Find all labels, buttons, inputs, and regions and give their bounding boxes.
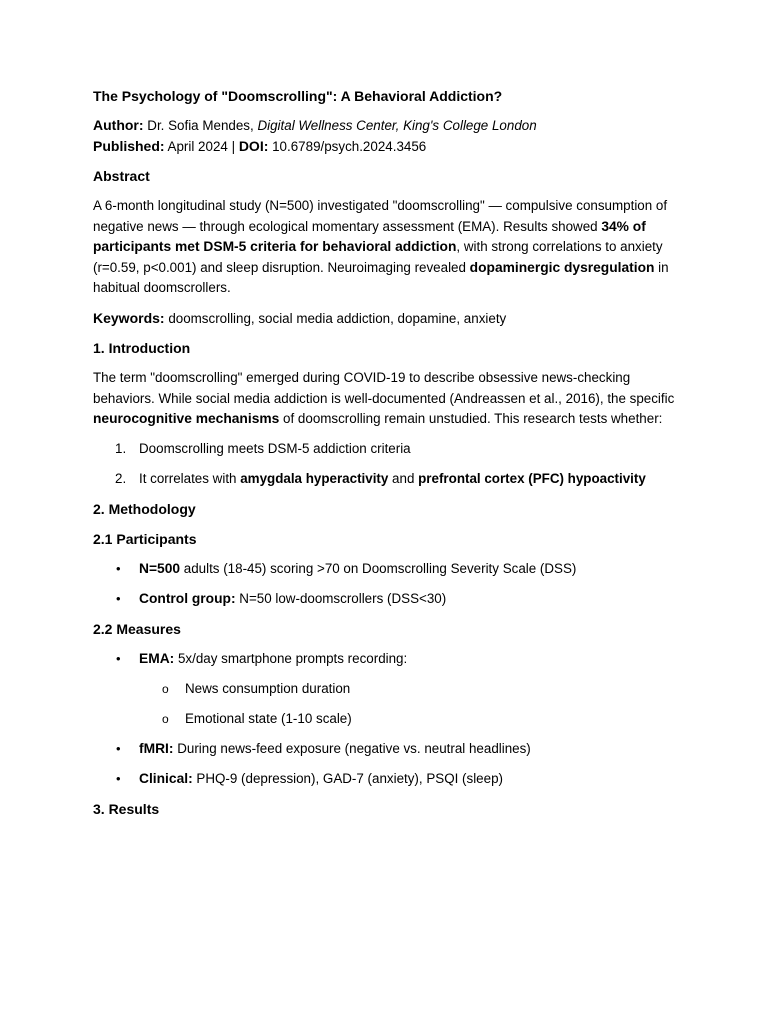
keywords-value: doomscrolling, social media addiction, dopamine, anxiety: [168, 310, 507, 326]
list-item-text: 5x/day smartphone prompts recording:: [174, 650, 408, 666]
abstract-heading: Abstract: [93, 168, 150, 184]
published-label: Published:: [93, 138, 165, 154]
bullet-icon: •: [116, 590, 121, 606]
hypothesis-list: [93, 439, 683, 489]
list-item-bold: fMRI:: [139, 740, 174, 756]
author-label: Author:: [93, 117, 144, 133]
sub-list-item-text: News consumption duration: [185, 680, 351, 696]
doi-label: DOI:: [238, 138, 269, 154]
sub-list-item-text: Emotional state (1-10 scale): [185, 710, 352, 726]
introduction-heading: 1. Introduction: [93, 340, 191, 356]
list-item-bold: prefrontal cortex (PFC) hypoactivity: [418, 470, 646, 486]
list-item: [93, 469, 683, 489]
list-item-bold: amygdala hyperactivity: [240, 470, 389, 486]
list-item: [93, 769, 683, 789]
list-item-text: It correlates with: [139, 470, 241, 486]
author-name: Dr. Sofia Mendes,: [147, 118, 254, 133]
bullet-icon: •: [116, 770, 121, 786]
author-affiliation: Digital Wellness Center, King's College London: [257, 118, 537, 133]
keywords-label: Keywords:: [93, 309, 165, 326]
list-item-bold: Clinical:: [139, 770, 193, 786]
list-item-bold: N=500: [139, 560, 181, 576]
published-date: April 2024: [167, 139, 228, 154]
intro-text-1: The term "doomscrolling" emerged during COVID-19 to describe obsessive news-checking behaviors. While social media addiction is well-documented (Andreassen et al., 2016), the specific: [93, 370, 675, 406]
introduction-paragraph: [93, 368, 683, 430]
bullet-icon: •: [116, 740, 121, 756]
measures-list: [93, 649, 683, 789]
abstract-bold-1: 34% of participants met DSM-5 criteria for behavioral addiction: [93, 218, 646, 254]
list-item: [93, 589, 683, 609]
list-item-text: During news-feed exposure (negative vs. neutral headlines): [173, 740, 531, 756]
abstract-bold-2: dopaminergic dysregulation: [469, 259, 655, 275]
sub-list-item: [139, 709, 683, 729]
list-item: [93, 559, 683, 579]
ema-sublist: [139, 679, 683, 729]
list-item: [93, 649, 683, 729]
sub-list-item: [139, 679, 683, 699]
intro-text-2: of doomscrolling remain unstudied. This research tests whether:: [279, 411, 663, 426]
meta-separator: |: [231, 139, 236, 154]
list-item-text: and: [388, 470, 419, 486]
bullet-icon: •: [116, 560, 121, 576]
abstract-paragraph: [93, 196, 683, 299]
abstract-text-1: A 6-month longitudinal study (N=500) investigated "doomscrolling" — compulsive consumption of negative news — through ecological momentary assessment (EMA). Results showed: [93, 198, 668, 234]
abstract-text-3: in habitual doomscrollers.: [93, 259, 669, 295]
list-item-text: N=50 low-doomscrollers (DSS<30): [235, 590, 447, 606]
list-item-text: PHQ-9 (depression), GAD-7 (anxiety), PSQI (sleep): [192, 770, 503, 786]
list-number: 1.: [115, 440, 127, 456]
author-line: [93, 115, 683, 157]
paper-title: The Psychology of "Doomscrolling": A Behavioral Addiction?: [93, 88, 503, 104]
doi-value: 10.6789/psych.2024.3456: [272, 139, 427, 154]
intro-bold-1: neurocognitive mechanisms: [93, 411, 280, 426]
abstract-text-2: , with strong correlations to anxiety (r=0.59, p<0.001) and sleep disruption. Neuroimaging revealed: [93, 239, 663, 275]
list-item-bold: Control group:: [139, 590, 236, 606]
circle-bullet-icon: o: [162, 711, 169, 726]
list-item: [93, 739, 683, 759]
list-item-text: adults (18-45) scoring >70 on Doomscrolling Severity Scale (DSS): [180, 560, 577, 576]
measures-heading: 2.2 Measures: [93, 620, 181, 637]
list-item-bold: EMA:: [139, 650, 175, 666]
bullet-icon: •: [116, 650, 121, 666]
document-content: [93, 86, 683, 829]
list-number: 2.: [115, 470, 127, 486]
circle-bullet-icon: o: [162, 681, 169, 696]
keywords-line: [93, 308, 683, 330]
results-heading: 3. Results: [93, 800, 160, 817]
list-item: [93, 439, 683, 459]
list-item-text: Doomscrolling meets DSM-5 addiction criteria: [139, 440, 411, 456]
methodology-heading: 2. Methodology: [93, 500, 196, 517]
participants-heading: 2.1 Participants: [93, 530, 197, 547]
participants-list: [93, 559, 683, 609]
